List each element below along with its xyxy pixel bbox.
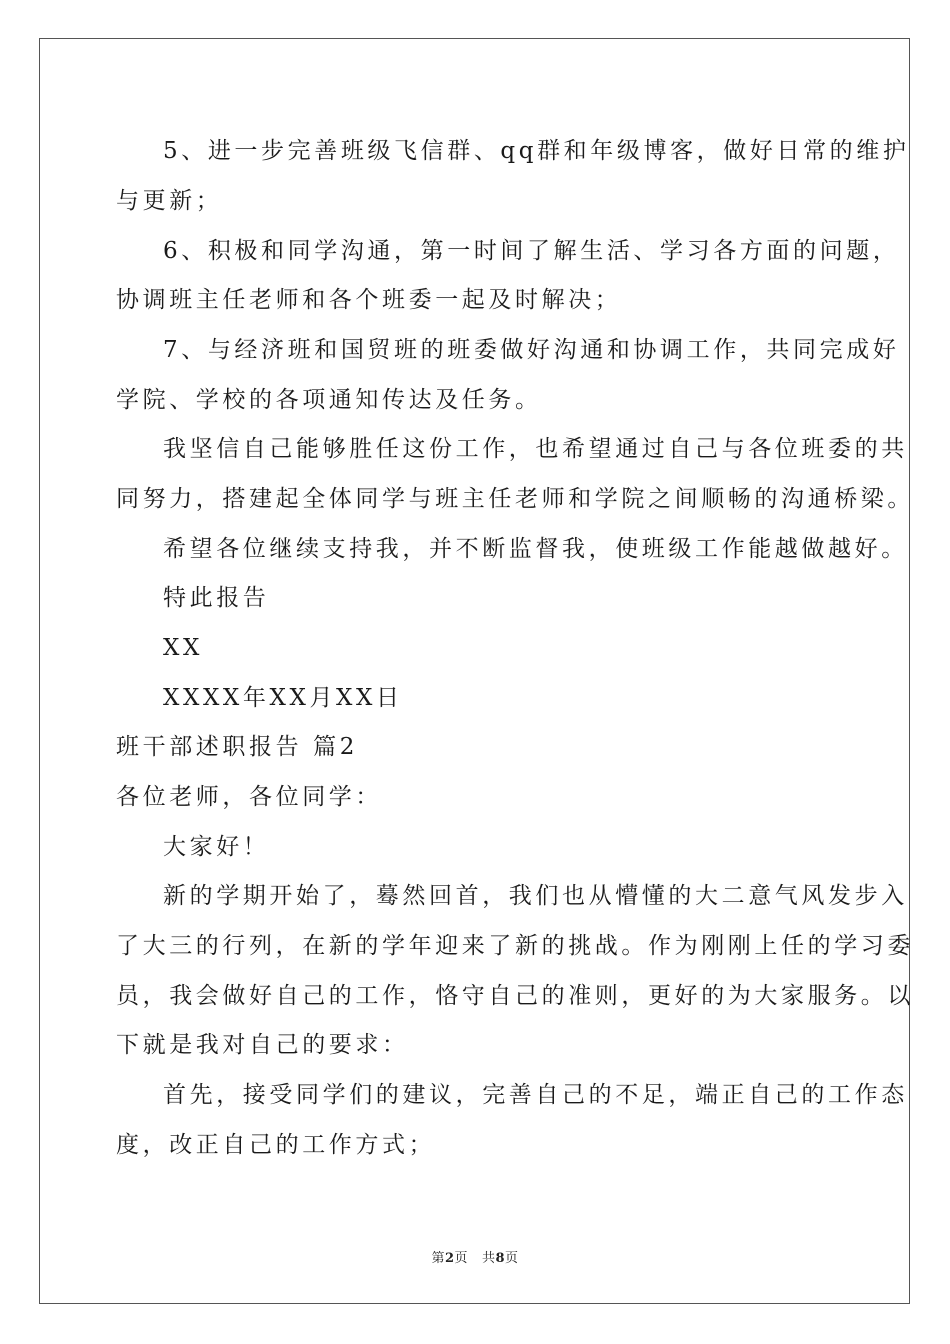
- page-border: [39, 38, 910, 1304]
- paragraph-line: 首先，接受同学们的建议，完善自己的不足，端正自己的工作态: [163, 1082, 908, 1108]
- salutation: 各位老师，各位同学：: [116, 784, 382, 810]
- signature-name: XX: [163, 635, 203, 661]
- paragraph-line: 协调班主任老师和各个班委一起及时解决；: [116, 287, 622, 313]
- paragraph-line: 5、进一步完善班级飞信群、qq群和年级博客，做好日常的维护: [163, 138, 910, 164]
- paragraph-line: 同努力，搭建起全体同学与班主任老师和学院之间顺畅的沟通桥梁。: [116, 486, 914, 512]
- footer-page-mid: 页 共: [454, 1251, 496, 1266]
- paragraph-line: 下就是我对自己的要求：: [116, 1032, 409, 1058]
- paragraph-line: 7、与经济班和国贸班的班委做好沟通和协调工作，共同完成好: [163, 337, 900, 363]
- paragraph-line: 度，改正自己的工作方式；: [116, 1132, 436, 1158]
- closing-line: 特此报告: [163, 585, 270, 611]
- paragraph-line: 员，我会做好自己的工作，恪守自己的准则，更好的为大家服务。以: [116, 983, 914, 1009]
- paragraph-line: 希望各位继续支持我，并不断监督我，使班级工作能越做越好。: [163, 536, 908, 562]
- paragraph-line: 我坚信自己能够胜任这份工作，也希望通过自己与各位班委的共: [163, 436, 908, 462]
- footer-page-total: 8: [495, 1251, 505, 1266]
- page-footer: [0, 1247, 950, 1266]
- paragraph-line: 新的学期开始了，蓦然回首，我们也从懵懂的大二意气风发步入: [163, 883, 908, 909]
- paragraph-line: 与更新；: [116, 188, 223, 214]
- paragraph-line: 6、积极和同学沟通，第一时间了解生活、学习各方面的问题，: [163, 238, 900, 264]
- greeting: 大家好！: [163, 834, 270, 860]
- paragraph-line: 了大三的行列，在新的学年迎来了新的挑战。作为刚刚上任的学习委: [116, 933, 914, 959]
- footer-page-suffix: 页: [505, 1251, 519, 1266]
- footer-page-prefix: 第: [431, 1251, 445, 1266]
- signature-date: XXXX年XX月XX日: [163, 685, 403, 711]
- section-title: 班干部述职报告 篇2: [116, 734, 358, 760]
- footer-page-current: 2: [445, 1251, 455, 1266]
- paragraph-line: 学院、学校的各项通知传达及任务。: [116, 387, 542, 413]
